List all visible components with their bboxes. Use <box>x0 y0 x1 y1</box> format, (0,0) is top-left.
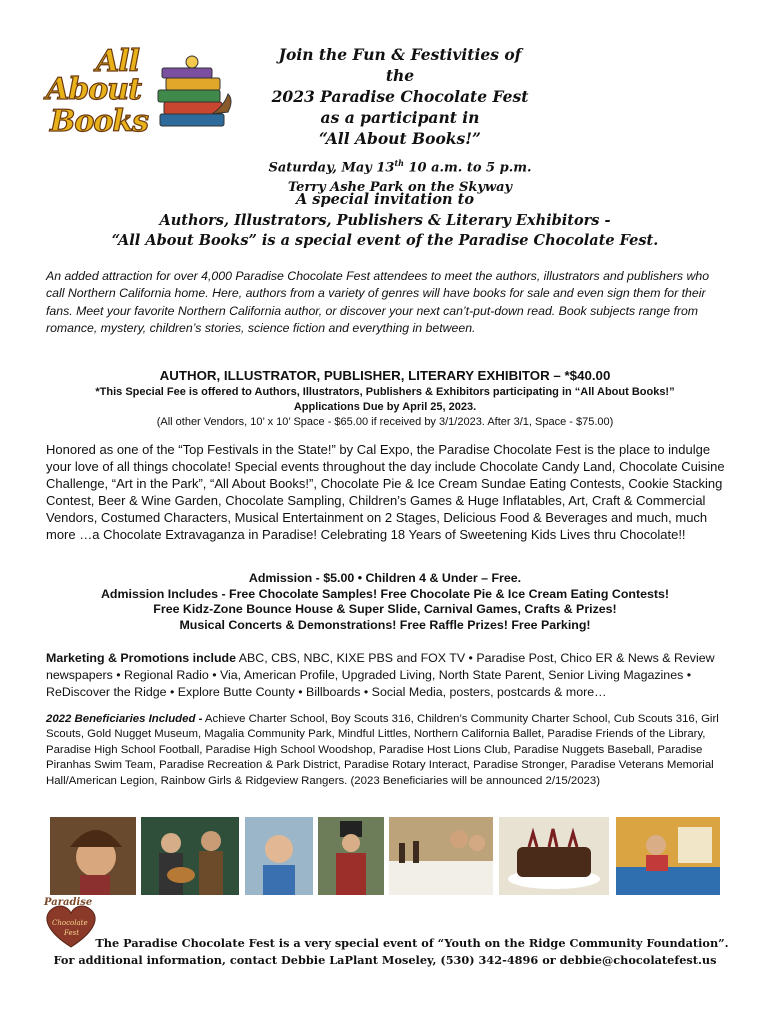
all-about-books-logo <box>42 44 242 144</box>
logo-word-about: About <box>46 72 141 107</box>
event-date <box>262 153 538 178</box>
event-header <box>262 44 538 198</box>
invitation-line-2: Authors, Illustrators, Publishers & Literary Exhibitors - <box>159 211 611 229</box>
footer-contact-line: For additional information, contact Debbie LaPlant Moseley, (530) 342-4896 or debbie@chocolatefest.us <box>53 953 717 967</box>
footer <box>40 935 730 969</box>
photo-child <box>245 817 313 895</box>
marketing-lead: Marketing & Promotions include <box>46 651 237 665</box>
admission-line-1: Admission - $5.00 • Children 4 & Under – Free. <box>248 571 522 585</box>
festival-description: Honored as one of the “Top Festivals in the State!” by Cal Expo, the Paradise Chocolate Fest is the place to indulge your love of all things chocolate! Special events throughout the day include Chocolate Candy Land, Chocolate Cuisine Challenge, “Art in the Park”, “All About Books!”, Chocolate Pie & Ice Cream Sundae Eating Contests, Cookie Stacking Contest, Beer & Wine Garden, Chocolate Sampling, Children’s Games & Huge Inflatables, Art, Craft & Commercial Vendors, Costumed Characters, Musical Entertainment on 2 Stages, Delicious Food & Beverages and much, much more …a Chocolate Extravaganza in Paradise! Celebrating 18 Years of Sweetening Kids Lives thru Chocolate!! <box>46 442 725 543</box>
beneficiaries-body: Achieve Charter School, Boy Scouts 316, Children’s Community Charter School, Cub Scouts 316, Girl Scouts, Gold Nugget Museum, Magalia Community Park, Mindful Littles, Northern California Ballet, Paradise Friends of the Library, Paradise High School Football, Paradise High School Woodshop, Paradise Host Lions Club, Paradise Nuggets Baseball, Paradise Piranhas Swim Team, Paradise Recreation & Park District, Paradise Rotary Interact, Paradise Stronger, Paradise Veterans Memorial Hall/American Legion, Rainbow Girls & Ridgeview Rangers. (2023 Beneficiaries will be announced 2/15/2023) <box>46 713 719 787</box>
header-line-2: 2023 Paradise Chocolate Fest <box>271 87 529 106</box>
admission-line-2: Admission Includes - Free Chocolate Samples! Free Chocolate Pie & Ice Cream Eating Contests! <box>100 586 670 601</box>
invitation-heading <box>60 190 710 252</box>
header-line-3: as a participant in <box>320 108 480 127</box>
fee-title: AUTHOR, ILLUSTRATOR, PUBLISHER, LITERARY EXHIBITOR – *$40.00 <box>159 368 611 383</box>
photo-musicians <box>141 817 239 895</box>
intro-paragraph: An added attraction for over 4,000 Paradise Chocolate Fest attendees to meet the authors, illustrators and publishers who call Northern California home. Here, authors from a variety of genres will have books for sale and even sign them for their fans. Meet your favorite Northern California author, or discover your next can’t-put-down read. Book subjects range from romance, mystery, children’s stories, science fiction and everything in between. <box>46 269 710 335</box>
header-line-1: Join the Fun & Festivities of the <box>278 45 522 85</box>
beneficiaries-lead: 2022 Beneficiaries Included - <box>46 713 203 725</box>
photo-vendor-booth <box>616 817 720 895</box>
invitation-line-3: “All About Books” is a special event of the Paradise Chocolate Fest. <box>111 232 659 249</box>
other-vendor-fee: (All other Vendors, 10’ x 10’ Space - $65.00 if received by 3/1/2023. After 3/1, Space - $75.00) <box>156 416 614 428</box>
photo-wine-garden <box>389 817 493 895</box>
event-date-sup: th <box>394 158 404 168</box>
header-line-4: “All About Books!” <box>319 129 481 148</box>
photo-girl-eating-chocolate <box>50 817 136 895</box>
fee-note: *This Special Fee is offered to Authors, Illustrators, Publishers & Exhibitors participating in “All About Books!” <box>95 386 675 398</box>
beneficiaries-paragraph <box>46 712 736 789</box>
logo-word-all: All <box>96 44 140 79</box>
marketing-body: ABC, CBS, NBC, KIXE PBS and FOX TV • Paradise Post, Chico ER & News & Review newspapers • Regional Radio • Via, American Profile, Upgraded Living, North State Parent, Senior Living Magazines • ReDiscover the Ridge • Explore Butte County • Billboards • Social Media, posters, postcards & more… <box>46 651 715 699</box>
choco-logo-mid: Chocolate <box>52 919 88 927</box>
footer-foundation-line: The Paradise Chocolate Fest is a very special event of “Youth on the Ridge Community Foundation”. <box>95 936 729 950</box>
choco-logo-top: Paradise <box>44 897 93 908</box>
admission-line-4: Musical Concerts & Demonstrations! Free Raffle Prizes! Free Parking! <box>179 618 591 633</box>
application-due: Applications Due by April 25, 2023. <box>293 401 477 413</box>
event-date-prefix: Saturday, May 13 <box>268 160 395 176</box>
choco-logo-bottom: Fest <box>64 929 80 937</box>
marketing-paragraph <box>46 650 736 700</box>
fee-section <box>40 367 730 430</box>
logo-word-books: Books <box>50 104 149 139</box>
photo-chocolate-cake <box>499 817 609 895</box>
photo-costumed-character <box>318 817 384 895</box>
admission-line-3: Free Kidz-Zone Bounce House & Super Slide, Carnival Games, Crafts & Prizes! <box>153 602 617 617</box>
event-date-time: 10 a.m. to 5 p.m. <box>403 160 532 176</box>
admission-section <box>40 571 730 634</box>
event-location: Terry Ashe Park on the Skyway <box>287 180 513 196</box>
invitation-line-1: A special invitation to <box>295 191 475 208</box>
